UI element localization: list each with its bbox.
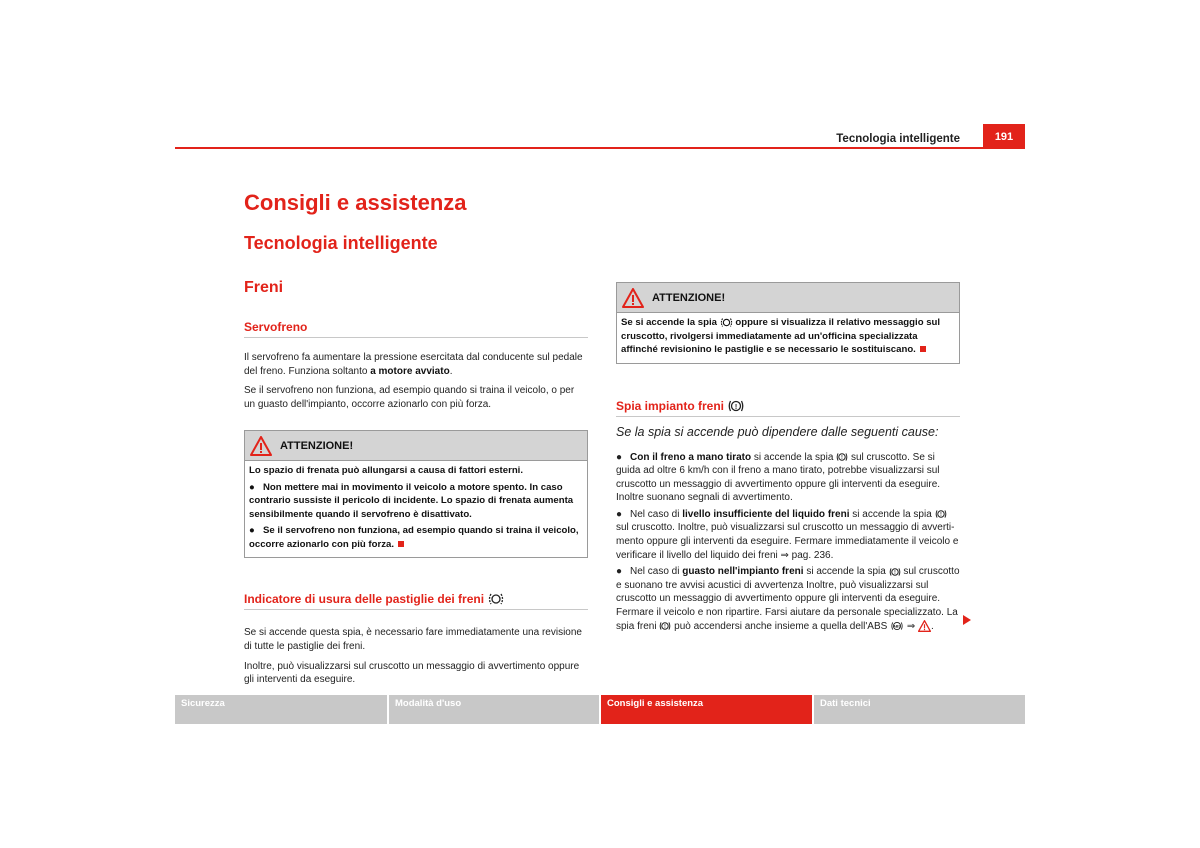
usura-paragraph-1: Se si accende questa spia, è necessario fare immediatamente una revisione di tutte le pastiglie dei freni. bbox=[244, 627, 582, 652]
left-column bbox=[244, 320, 588, 687]
spia-bullet-2 bbox=[616, 508, 960, 562]
warning-triangle-icon[interactable] bbox=[918, 620, 931, 632]
usura-heading bbox=[244, 592, 588, 610]
warning-bullet-1 bbox=[249, 481, 583, 522]
warning-text-start: Se si accende la spia bbox=[621, 317, 717, 328]
bullet-icon: ● bbox=[616, 508, 623, 520]
right-column bbox=[616, 282, 960, 633]
spia-b3-end: . bbox=[931, 620, 934, 632]
footer-tab-sicurezza[interactable]: Sicurezza bbox=[175, 695, 387, 724]
abs-icon bbox=[890, 621, 904, 631]
spia-bullet-1 bbox=[616, 451, 960, 505]
spia-b3-pre: Nel caso di bbox=[630, 566, 680, 578]
servofreno-p1-text: Il servofreno fa aumentare la pressione esercitata dal conducente sul pedale del freno. Funziona soltanto bbox=[244, 352, 583, 377]
warning-header bbox=[245, 431, 587, 461]
warning-triangle-icon bbox=[250, 436, 272, 456]
spia-b2-a: si accende la spia bbox=[852, 508, 932, 520]
footer-tab-dati-tecnici[interactable]: Dati tecnici bbox=[814, 695, 1025, 724]
svg-text:!: ! bbox=[734, 403, 738, 411]
warning-bullet-2-text: Se il servofreno non funziona, ad esempio quando si traina il veicolo, occorre azionarlo con più forza. bbox=[249, 525, 579, 550]
brake-pad-warning-box bbox=[616, 282, 960, 364]
svg-text:ABS: ABS bbox=[893, 624, 901, 629]
warning-text-end: oppure si visualizza il relativo messaggio sul cruscotto, rivolgersi immediatamente ad un'officina specializzata affinché revisionino le pastiglie e se necessario le sostituiscano. bbox=[621, 317, 941, 355]
spia-heading-text: Spia impianto freni bbox=[616, 398, 725, 413]
svg-text:!: ! bbox=[939, 512, 942, 519]
svg-text:!: ! bbox=[664, 624, 667, 631]
warning-bullet-1-text: Non mettere mai in movimento il veicolo a motore spento. In caso contrario sussiste il pericolo di incidente. Lo spazio di frenata aumenta sensibilmente quando il servofreno è disattivato. bbox=[249, 481, 574, 520]
page-number: 191 bbox=[983, 124, 1025, 149]
spia-intro: Se la spia si accende può dipendere dalle seguenti cause: bbox=[616, 424, 939, 439]
bullet-icon: ● bbox=[616, 451, 623, 463]
spia-b1-b: sul cruscotto. Se si guida ad oltre 6 km/h con il freno a mano tirato, potrebbe visualizzarsi sul cruscotto un messaggio di avvertimento oppure gli interventi da eseguire. Inoltre suonano segnali di avvertimento. bbox=[616, 451, 941, 504]
section-title: Freni bbox=[244, 279, 284, 296]
spia-b3-arrow: ⇒ bbox=[906, 620, 916, 632]
warning-title: ATTENZIONE! bbox=[280, 439, 354, 452]
next-page-arrow-icon[interactable] bbox=[962, 614, 972, 626]
brake-warning-icon bbox=[889, 567, 901, 577]
spia-b2-pre: Nel caso di bbox=[630, 508, 680, 520]
brake-warning-icon bbox=[728, 399, 744, 413]
warning-triangle-icon bbox=[622, 288, 644, 308]
servofreno-heading bbox=[244, 320, 588, 338]
end-of-section-marker bbox=[920, 346, 926, 352]
usura-heading-text: Indicatore di usura delle pastiglie dei freni bbox=[244, 592, 485, 607]
svg-text:!: ! bbox=[841, 455, 844, 462]
warning-bullet-2 bbox=[249, 524, 583, 551]
brake-pad-wear-icon bbox=[720, 317, 733, 328]
footer-tab-consigli-assistenza[interactable]: Consigli e assistenza bbox=[601, 695, 812, 724]
end-of-section-marker bbox=[398, 541, 404, 547]
usura-paragraph-2: Inoltre, può visualizzarsi sul cruscotto un messaggio di avvertimento oppure gli interventi da eseguire. bbox=[244, 660, 580, 686]
spia-b2-bold: livello insufficiente del liquido freni bbox=[682, 508, 850, 520]
warning-header bbox=[617, 283, 959, 313]
warning-text bbox=[621, 316, 955, 357]
footer-tab-modalita-uso[interactable]: Modalità d'uso bbox=[389, 695, 599, 724]
spia-b1-bold: Con il freno a mano tirato bbox=[630, 451, 752, 463]
header-rule bbox=[175, 147, 1025, 149]
servofreno-p1-end: . bbox=[449, 365, 453, 377]
spia-b3-a: si accende la spia bbox=[806, 566, 886, 578]
svg-text:!: ! bbox=[893, 569, 896, 576]
spia-b2-b: sul cruscotto. Inoltre, può visualizzarsi sul cruscotto un messaggio di avvertimento oppure gli interventi da eseguire. Fermare immediatamente il veicolo e verificare il livello del liquido dei freni ⇒ pag. 236. bbox=[616, 522, 959, 561]
spia-b1-a: si accende la spia bbox=[753, 451, 834, 463]
brake-warning-icon bbox=[659, 621, 671, 631]
chapter-title: Consigli e assistenza bbox=[244, 190, 467, 215]
brake-pad-wear-icon bbox=[488, 592, 504, 606]
running-head: Tecnologia intelligente bbox=[836, 133, 960, 145]
servofreno-heading-text: Servofreno bbox=[244, 320, 308, 334]
servofreno-p1-bold: a motore avviato bbox=[370, 365, 450, 377]
servofreno-warning-box bbox=[244, 430, 588, 558]
servofreno-paragraph-2: Se il servofreno non funziona, ad esempio quando si traina il veicolo, o per un guasto dell'impianto, occorre azionarlo con più forza. bbox=[244, 385, 575, 410]
spia-heading bbox=[616, 399, 960, 417]
spia-b3-c: può accendersi anche insieme a quella dell'ABS bbox=[674, 620, 888, 632]
spia-b3-b: sul cruscotto e suonano tre avvisi acustici di avvertenza Inoltre, può visualizzarsi sul cruscotto un messaggio di avvertimento oppure gli interventi da eseguire. Fermare il veicolo e non ripartire. Farsi aiutare da personale specializzato. La spia freni bbox=[616, 566, 960, 632]
brake-warning-icon bbox=[935, 509, 947, 519]
servofreno-paragraph-1 bbox=[244, 351, 588, 378]
chapter-subtitle: Tecnologia intelligente bbox=[244, 233, 438, 253]
bullet-icon: ● bbox=[616, 566, 623, 578]
bullet-icon: ● bbox=[249, 481, 255, 493]
spia-bullet-3 bbox=[616, 565, 960, 633]
warning-body bbox=[617, 313, 959, 363]
warning-title: ATTENZIONE! bbox=[652, 291, 726, 304]
warning-body bbox=[245, 461, 587, 557]
brake-warning-icon bbox=[836, 452, 848, 462]
spia-b3-bold: guasto nell'impianto freni bbox=[682, 566, 804, 578]
warning-intro: Lo spazio di frenata può allungarsi a causa di fattori esterni. bbox=[249, 465, 524, 477]
bullet-icon: ● bbox=[249, 525, 255, 537]
